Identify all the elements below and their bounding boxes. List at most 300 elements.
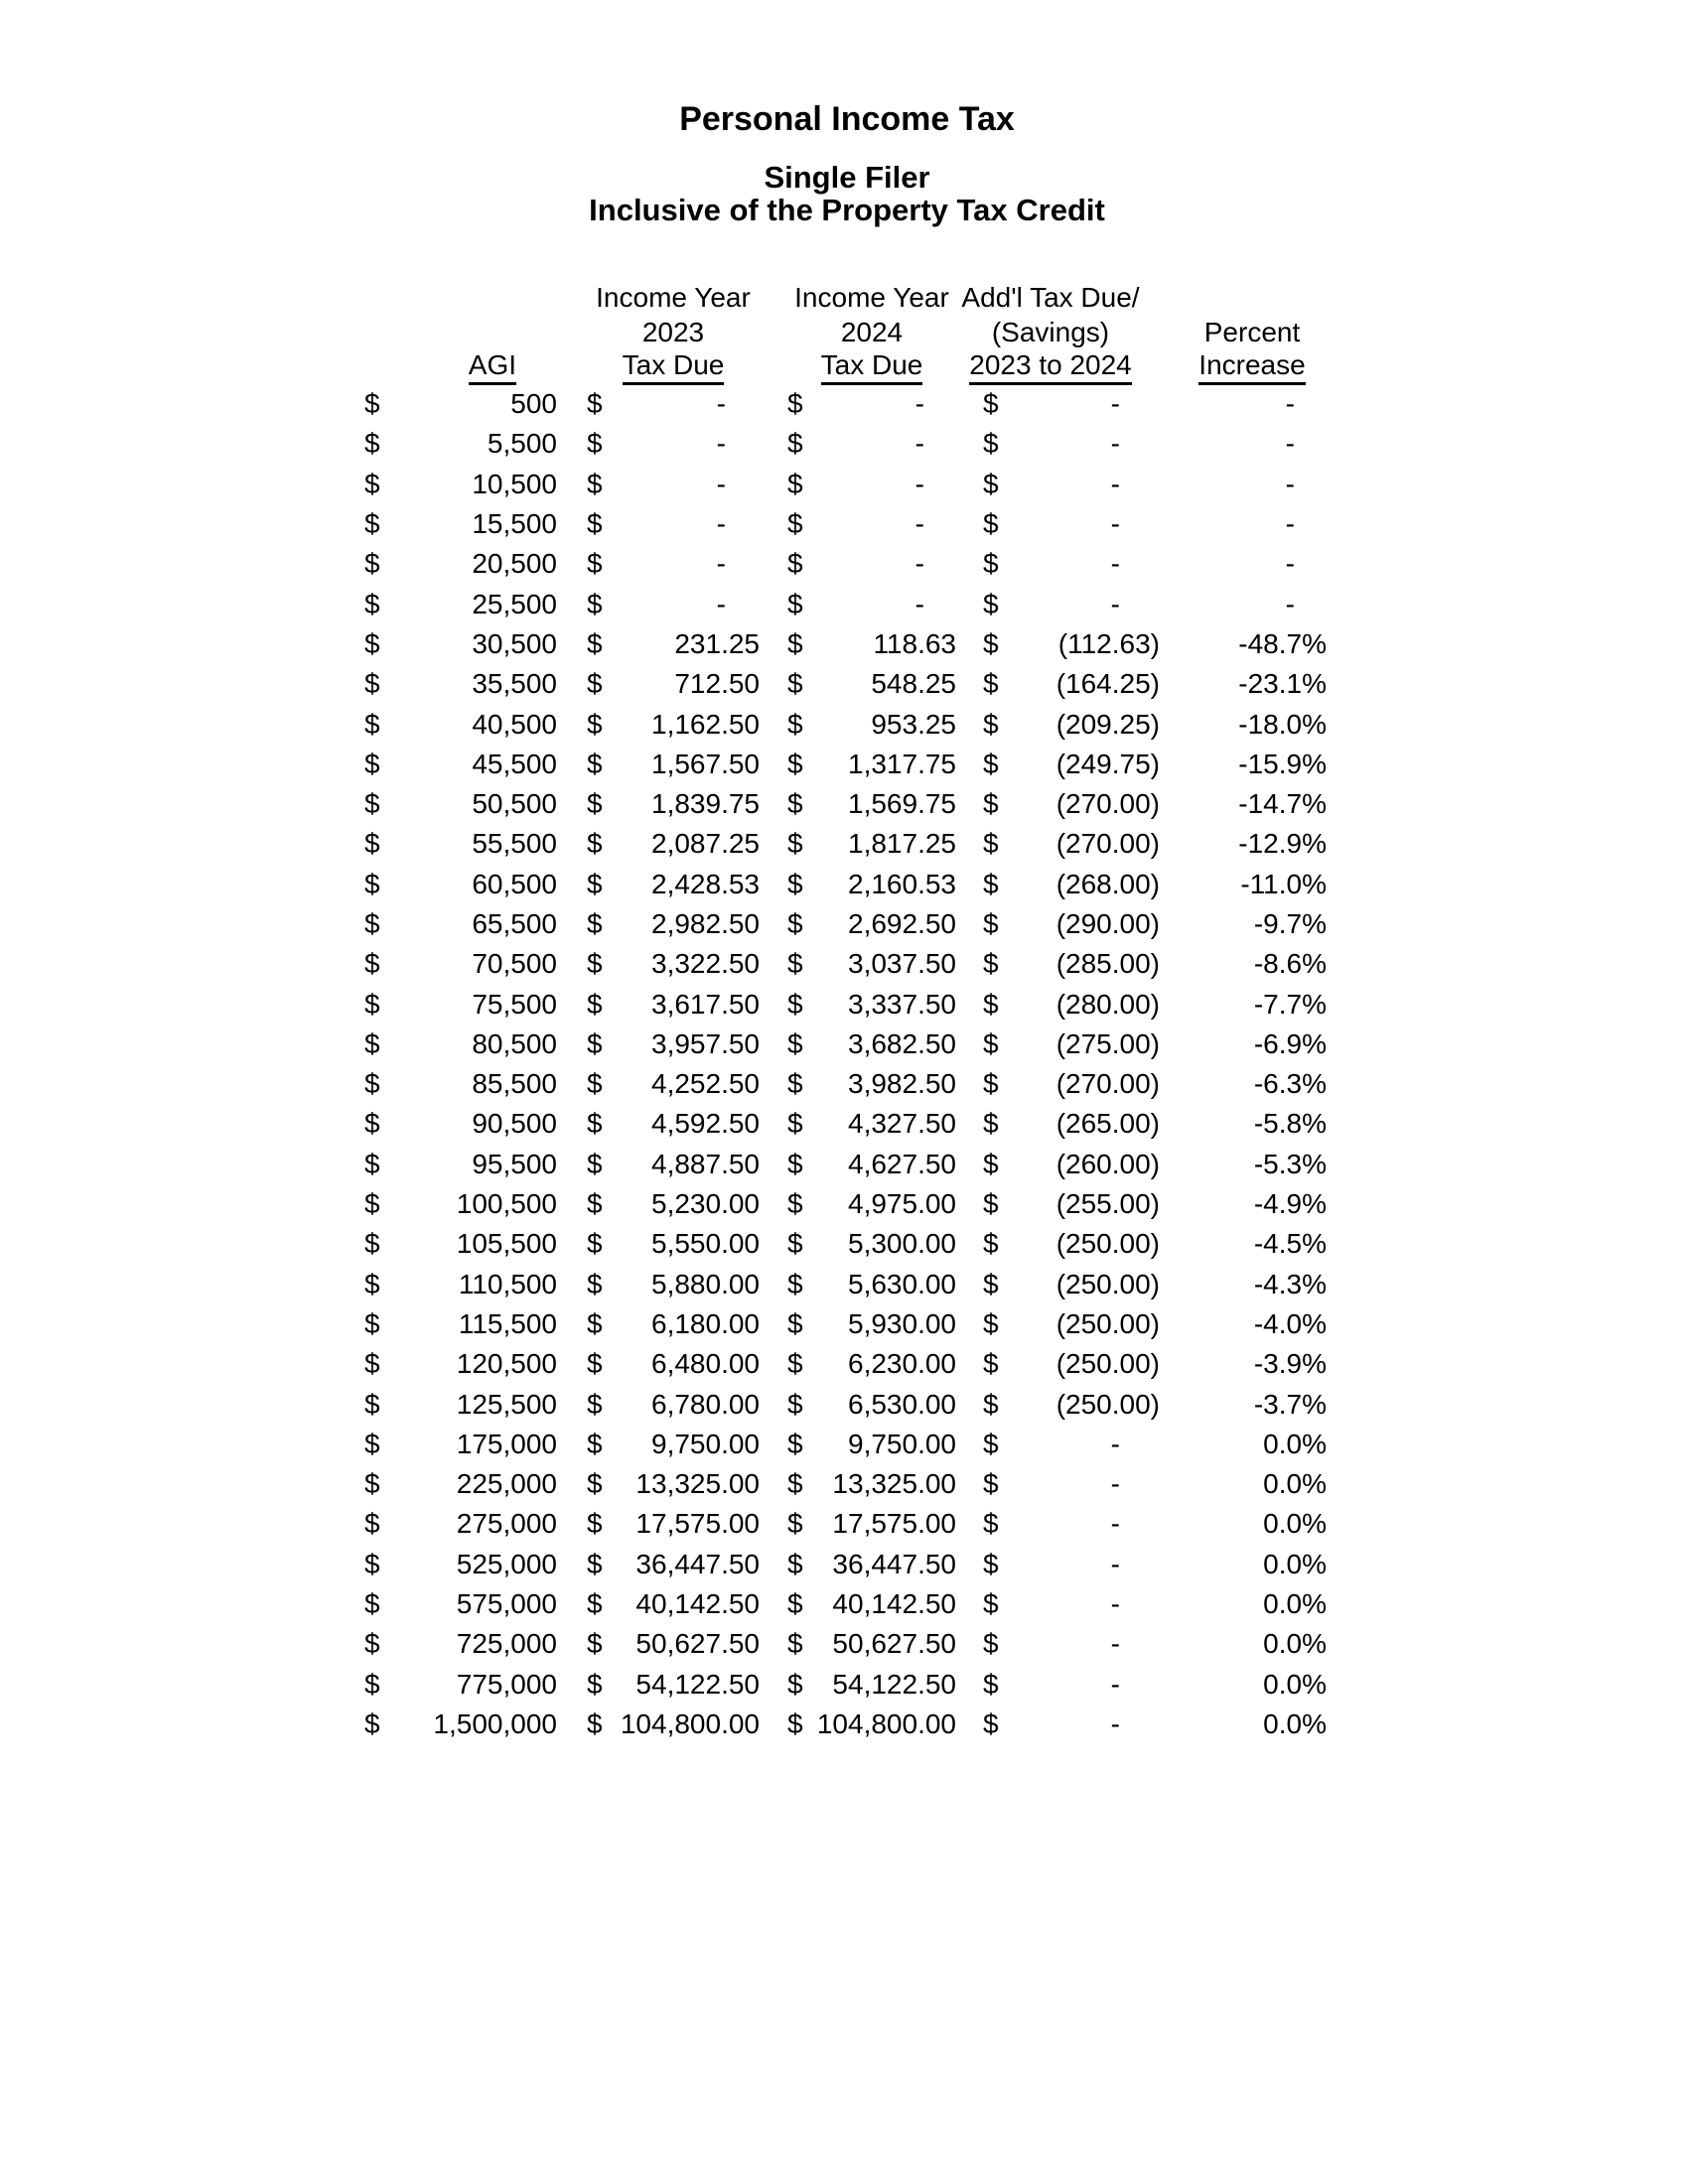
tax-2024-value: 953.25 [871,708,956,740]
agi-cell [364,749,587,780]
dollar-sign: $ [587,908,603,939]
savings-value: - [1110,1628,1120,1660]
tax-2024-cell [787,1389,983,1421]
percent-cell [1160,428,1327,460]
dollar-sign: $ [983,1468,999,1500]
tax-2024-cell [787,828,983,860]
table-row [364,1665,1327,1705]
tax-2023-cell [587,1348,787,1380]
savings-cell [983,469,1160,500]
dollar-sign: $ [364,1388,380,1420]
percent-value: 0.0% [1263,1668,1327,1700]
table-row [364,384,1327,424]
tax-2023-cell [587,1108,787,1140]
subtitle-filer: Single Filer [764,160,930,195]
percent-cell [1160,1549,1327,1580]
dollar-sign: $ [983,668,999,700]
dollar-sign: $ [364,1348,380,1380]
tax-2023-value: 6,780.00 [651,1388,760,1420]
savings-cell [983,388,1160,420]
tax-2024-cell [787,1188,983,1220]
agi-cell [364,1228,587,1260]
dollar-sign: $ [983,588,999,619]
agi-value: 20,500 [472,548,557,580]
dollar-sign: $ [364,868,380,899]
table-row [364,984,1327,1024]
tax-2023-cell [587,1549,787,1580]
tax-2024-value: 40,142.50 [832,1588,956,1620]
agi-cell [364,989,587,1021]
agi-cell [364,628,587,660]
savings-cell [983,428,1160,460]
tax-2023-cell [587,1588,787,1620]
percent-value: -3.9% [1253,1348,1327,1380]
tax-2023-value: 4,592.50 [651,1108,760,1140]
tax-2023-value: 3,617.50 [651,988,760,1020]
tax-2023-value: 104,800.00 [620,1707,760,1739]
tax-2023-value: 50,627.50 [635,1628,760,1660]
table-row [364,1224,1327,1264]
dollar-sign: $ [364,508,380,540]
dollar-sign: $ [587,1307,603,1339]
tax-2023-value: 3,957.50 [651,1027,760,1059]
tax-2024-value: 1,317.75 [848,748,956,779]
percent-value: - [1285,388,1295,420]
tax-2023-value: - [716,508,726,540]
tax-2023-cell [587,508,787,540]
dollar-sign: $ [787,1228,803,1260]
savings-cell [983,1068,1160,1100]
tax-2024-cell [787,788,983,820]
dollar-sign: $ [787,908,803,939]
dollar-sign: $ [983,1108,999,1140]
savings-cell [983,668,1160,700]
agi-value: 775,000 [456,1668,557,1700]
percent-value: - [1285,508,1295,540]
dollar-sign: $ [983,1228,999,1260]
tax-2023-cell [587,948,787,980]
dollar-sign: $ [364,1508,380,1540]
agi-cell [364,428,587,460]
dollar-sign: $ [587,1707,603,1739]
agi-value: 225,000 [456,1468,557,1500]
tax-2024-value: 4,627.50 [848,1148,956,1179]
tax-2024-value: 1,817.25 [848,828,956,860]
agi-cell [364,469,587,500]
header-savings-line-2: (Savings) [991,316,1110,347]
dollar-sign: $ [587,988,603,1020]
percent-value: -48.7% [1238,627,1327,659]
percent-cell [1160,1348,1327,1380]
agi-cell [364,1468,587,1500]
agi-value: 90,500 [472,1108,557,1140]
dollar-sign: $ [587,627,603,659]
dollar-sign: $ [787,1548,803,1579]
dollar-sign: $ [787,428,803,460]
savings-value: - [1110,428,1120,460]
dollar-sign: $ [787,828,803,860]
dollar-sign: $ [364,788,380,820]
dollar-sign: $ [983,1027,999,1059]
percent-value: 0.0% [1263,1428,1327,1459]
tax-2023-value: - [716,548,726,580]
table-row [364,1265,1327,1304]
savings-value: (250.00) [1055,1268,1160,1299]
tax-2023-cell [587,908,787,940]
savings-value: (112.63) [1057,627,1160,659]
percent-cell [1160,1429,1327,1460]
dollar-sign: $ [587,1468,603,1500]
header-2024-tax-due [787,280,983,384]
dollar-sign: $ [587,508,603,540]
tax-2024-value: 4,327.50 [848,1108,956,1140]
dollar-sign: $ [983,748,999,779]
dollar-sign: $ [587,1228,603,1260]
agi-cell [364,1108,587,1140]
tax-2024-cell [787,388,983,420]
tax-2024-value: 3,682.50 [848,1027,956,1059]
tax-2023-value: 2,428.53 [651,868,760,899]
tax-2024-cell [787,948,983,980]
header-2024-line-1: Income Year [794,281,949,313]
dollar-sign: $ [364,708,380,740]
savings-value: - [1110,508,1120,540]
agi-value: 65,500 [472,908,557,939]
header-percent-increase [1160,280,1327,384]
agi-value: 30,500 [472,627,557,659]
percent-value: -18.0% [1238,708,1327,740]
tax-2023-cell [587,388,787,420]
dollar-sign: $ [364,1588,380,1620]
percent-value: -4.5% [1253,1228,1327,1260]
dollar-sign: $ [787,1628,803,1660]
table-row [364,1145,1327,1184]
tax-2024-value: - [914,428,924,460]
dollar-sign: $ [587,388,603,420]
savings-cell [983,1348,1160,1380]
dollar-sign: $ [364,1548,380,1579]
dollar-sign: $ [787,1588,803,1620]
dollar-sign: $ [983,1268,999,1299]
savings-cell [983,628,1160,660]
agi-value: 80,500 [472,1027,557,1059]
tax-2023-cell [587,469,787,500]
agi-cell [364,589,587,620]
tax-2023-value: 5,880.00 [651,1268,760,1299]
dollar-sign: $ [364,1707,380,1739]
dollar-sign: $ [983,1388,999,1420]
dollar-sign: $ [587,828,603,860]
dollar-sign: $ [587,748,603,779]
savings-value: (250.00) [1055,1348,1160,1380]
tax-2023-cell [587,1508,787,1540]
dollar-sign: $ [587,1388,603,1420]
tax-2023-cell [587,1468,787,1500]
savings-cell [983,869,1160,900]
table-row [364,1545,1327,1584]
dollar-sign: $ [587,1588,603,1620]
dollar-sign: $ [787,868,803,899]
dollar-sign: $ [587,1628,603,1660]
table-body [364,384,1327,1744]
tax-2023-cell [587,589,787,620]
header-percent-line-2: Increase [1198,349,1305,385]
table-row [364,1584,1327,1624]
percent-cell [1160,1149,1327,1180]
tax-2023-value: 13,325.00 [635,1468,760,1500]
percent-value: - [1285,468,1295,499]
dollar-sign: $ [587,708,603,740]
tax-2024-cell [787,428,983,460]
savings-value: - [1110,388,1120,420]
savings-value: - [1110,1588,1120,1620]
dollar-sign: $ [983,1707,999,1739]
table-row [364,1464,1327,1504]
percent-value: -4.3% [1253,1268,1327,1299]
tax-2023-value: 2,982.50 [651,908,760,939]
agi-value: 55,500 [472,828,557,860]
tax-2023-cell [587,1068,787,1100]
dollar-sign: $ [587,868,603,899]
tax-2023-cell [587,1269,787,1300]
percent-value: 0.0% [1263,1628,1327,1660]
dollar-sign: $ [364,1428,380,1459]
percent-cell [1160,828,1327,860]
dollar-sign: $ [364,1307,380,1339]
table-row [364,865,1327,904]
tax-2024-cell [787,1708,983,1740]
dollar-sign: $ [983,508,999,540]
percent-cell [1160,388,1327,420]
tax-2024-value: 5,630.00 [848,1268,956,1299]
dollar-sign: $ [787,708,803,740]
savings-cell [983,709,1160,741]
savings-value: (249.75) [1055,748,1160,779]
tax-2023-value: 3,322.50 [651,948,760,980]
dollar-sign: $ [364,428,380,460]
tax-2023-value: 40,142.50 [635,1588,760,1620]
agi-cell [364,668,587,700]
dollar-sign: $ [587,668,603,700]
tax-2023-cell [587,1228,787,1260]
agi-cell [364,1149,587,1180]
dollar-sign: $ [787,388,803,420]
tax-2024-value: 104,800.00 [816,1707,956,1739]
tax-2024-value: 54,122.50 [832,1668,956,1700]
dollar-sign: $ [364,588,380,619]
agi-cell [364,1708,587,1740]
agi-cell [364,1549,587,1580]
page-title: Personal Income Tax [679,100,1015,138]
agi-value: 500 [510,388,557,420]
tax-2024-cell [787,508,983,540]
dollar-sign: $ [364,1228,380,1260]
savings-value: (209.25) [1055,708,1160,740]
savings-cell [983,1429,1160,1460]
dollar-sign: $ [364,1027,380,1059]
tax-2023-value: 4,252.50 [651,1068,760,1100]
savings-value: (250.00) [1055,1388,1160,1420]
tax-2024-value: 548.25 [871,668,956,700]
tax-2023-cell [587,1669,787,1701]
percent-value: - [1285,548,1295,580]
agi-value: 525,000 [456,1548,557,1579]
agi-value: 1,500,000 [433,1707,557,1739]
dollar-sign: $ [587,548,603,580]
tax-2024-cell [787,1348,983,1380]
percent-value: -5.3% [1253,1148,1327,1179]
tax-2023-cell [587,1188,787,1220]
percent-cell [1160,948,1327,980]
percent-value: - [1285,428,1295,460]
tax-2023-cell [587,709,787,741]
percent-value: 0.0% [1263,1588,1327,1620]
percent-value: -6.3% [1253,1068,1327,1100]
agi-value: 95,500 [472,1148,557,1179]
dollar-sign: $ [587,1348,603,1380]
tax-2024-value: 9,750.00 [848,1428,956,1459]
dollar-sign: $ [787,1188,803,1220]
savings-cell [983,1028,1160,1060]
dollar-sign: $ [364,548,380,580]
percent-value: -23.1% [1238,668,1327,700]
dollar-sign: $ [787,1068,803,1100]
savings-value: - [1110,468,1120,499]
savings-value: (268.00) [1055,868,1160,899]
tax-2024-cell [787,1549,983,1580]
tax-2024-value: 4,975.00 [848,1188,956,1220]
percent-value: -5.8% [1253,1108,1327,1140]
table-row [364,584,1327,623]
dollar-sign: $ [364,908,380,939]
tax-2023-value: - [716,388,726,420]
dollar-sign: $ [364,1468,380,1500]
savings-cell [983,1389,1160,1421]
agi-value: 70,500 [472,948,557,980]
savings-cell [983,1508,1160,1540]
tax-2024-cell [787,1228,983,1260]
percent-cell [1160,1708,1327,1740]
percent-value: -7.7% [1253,988,1327,1020]
table-row [364,784,1327,824]
tax-2023-value: 6,180.00 [651,1307,760,1339]
tax-2023-value: 6,480.00 [651,1348,760,1380]
savings-cell [983,1468,1160,1500]
agi-cell [364,1269,587,1300]
agi-value: 105,500 [456,1228,557,1260]
agi-cell [364,508,587,540]
dollar-sign: $ [787,668,803,700]
tax-2023-cell [587,749,787,780]
dollar-sign: $ [587,1668,603,1700]
dollar-sign: $ [364,388,380,420]
dollar-sign: $ [983,868,999,899]
percent-cell [1160,1508,1327,1540]
tax-2024-value: - [914,388,924,420]
agi-cell [364,388,587,420]
agi-cell [364,869,587,900]
savings-value: - [1110,1668,1120,1700]
percent-cell [1160,1028,1327,1060]
percent-cell [1160,589,1327,620]
table-row [364,1104,1327,1144]
tax-2023-value: 9,750.00 [651,1428,760,1459]
dollar-sign: $ [983,708,999,740]
dollar-sign: $ [587,1428,603,1459]
dollar-sign: $ [587,1508,603,1540]
page-subtitles [0,161,1688,226]
tax-2024-cell [787,989,983,1021]
tax-2024-value: 3,337.50 [848,988,956,1020]
agi-cell [364,1508,587,1540]
tax-2023-cell [587,1628,787,1660]
percent-cell [1160,469,1327,500]
savings-value: (260.00) [1055,1148,1160,1179]
table-row [364,624,1327,664]
savings-cell [983,1228,1160,1260]
dollar-sign: $ [787,1468,803,1500]
savings-value: (275.00) [1055,1027,1160,1059]
savings-cell [983,908,1160,940]
dollar-sign: $ [787,1108,803,1140]
header-2023-tax-due [587,280,787,384]
savings-value: (280.00) [1055,988,1160,1020]
tax-2024-cell [787,1628,983,1660]
percent-value: -9.7% [1253,908,1327,939]
tax-2024-value: 13,325.00 [832,1468,956,1500]
table-row [364,1304,1327,1344]
tax-2023-value: 1,839.75 [651,788,760,820]
tax-2023-value: 4,887.50 [651,1148,760,1179]
dollar-sign: $ [787,1027,803,1059]
dollar-sign: $ [983,1428,999,1459]
savings-cell [983,1549,1160,1580]
savings-cell [983,1149,1160,1180]
table-row [364,1425,1327,1464]
dollar-sign: $ [364,748,380,779]
dollar-sign: $ [787,1148,803,1179]
tax-2024-cell [787,1508,983,1540]
agi-value: 85,500 [472,1068,557,1100]
percent-value: 0.0% [1263,1508,1327,1540]
savings-value: - [1110,1707,1120,1739]
dollar-sign: $ [787,1348,803,1380]
savings-value: (290.00) [1055,908,1160,939]
header-agi-label: AGI [469,349,516,385]
table-row [364,944,1327,984]
tax-2023-cell [587,1308,787,1340]
tax-2023-value: - [716,428,726,460]
percent-cell [1160,989,1327,1021]
agi-cell [364,1628,587,1660]
dollar-sign: $ [983,627,999,659]
header-agi [364,280,587,384]
dollar-sign: $ [587,588,603,619]
header-savings-line-1: Add'l Tax Due/ [961,281,1140,313]
tax-2023-value: 17,575.00 [635,1508,760,1540]
savings-cell [983,828,1160,860]
percent-cell [1160,1628,1327,1660]
dollar-sign: $ [983,468,999,499]
tax-2024-cell [787,1028,983,1060]
percent-value: -8.6% [1253,948,1327,980]
agi-value: 725,000 [456,1628,557,1660]
savings-cell [983,788,1160,820]
agi-cell [364,1429,587,1460]
savings-cell [983,1588,1160,1620]
dollar-sign: $ [587,428,603,460]
savings-value: - [1110,1468,1120,1500]
